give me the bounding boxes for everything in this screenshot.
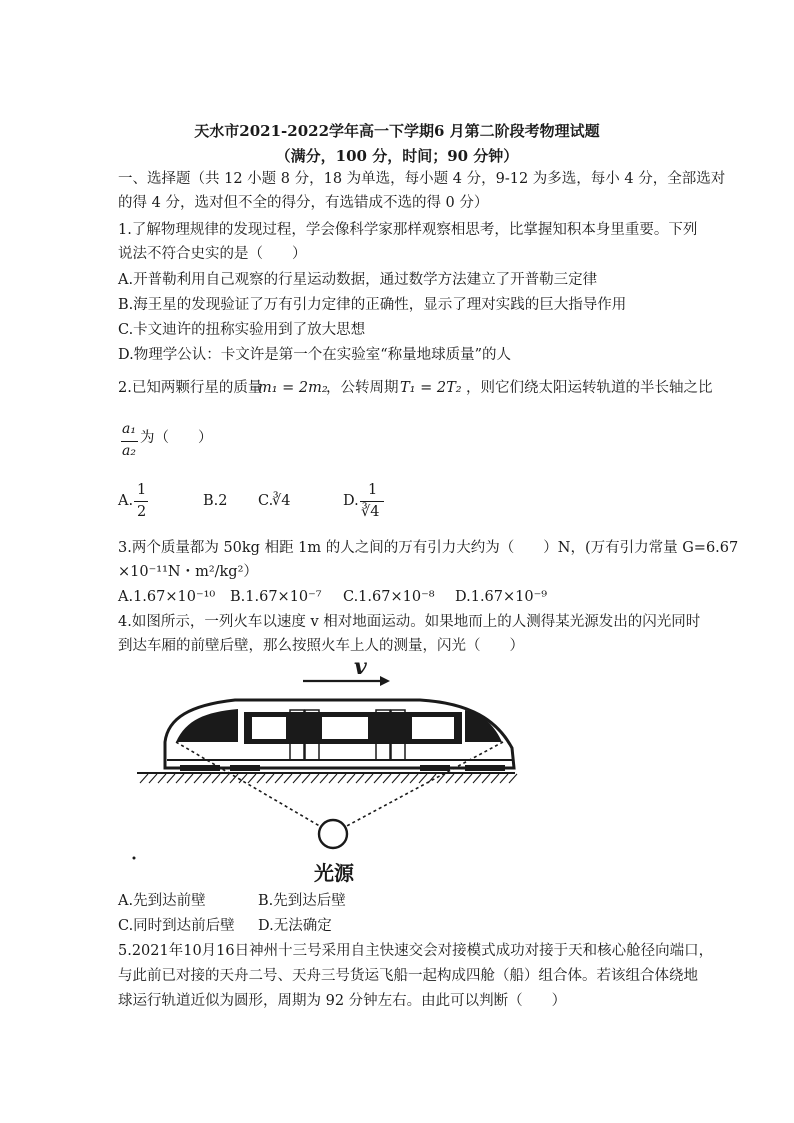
q1-option-d: D.物理学公认：卡文许是第一个在实验室“称量地球质量”的人 [118,347,512,363]
q1-option-c: C.卡文迪许的扭称实验用到了放大思想 [118,322,366,338]
q2-ratio-suffix: 为（ ） [140,430,213,446]
velocity-symbol: v [354,654,367,680]
q1-option-a: A.开普勒利用自己观察的行星运动数据，通过数学方法建立了开普勒三定律 [118,272,598,288]
scan-speck [133,857,136,860]
exam-title: 天水市2021-2022学年高一下学期6 月第二阶段考物理试题 [194,122,600,140]
section-instructions-line2: 的得 4 分，选对但不全的得分，有选错成不选的得 0 分） [118,195,489,211]
q4-option-c: C.同时到达前后壁 [118,918,235,934]
q4-option-b: B.先到达后壁 [258,893,346,909]
q3-option-b: B.1.67×10⁻⁷ [230,589,322,605]
q2-option-a-numerator: 1 [137,482,147,498]
q4-stem-line1: 4.如图所示，一列火车以速度 v 相对地面运动。如果地而上的人测得某光源发出的闪光同时 [118,614,701,630]
q2-stem-part3: ，则它们绕太阳运转轨道的半长轴之比 [466,380,713,396]
q1-option-b: B.海王星的发现验证了万有引力定律的正确性，显示了理对实践的巨大指导作用 [118,297,627,313]
q2-option-d-label: D. [343,493,359,509]
q5-stem-line2: 与此前已对接的天舟二号、天舟三号货运飞船一起构成四舱（船）组合体。若该组合体绕地 [118,968,698,984]
exam-subtitle: （满分，100 分，时间；90 分钟） [275,147,519,165]
q2-stem-part1: 2.已知两颗行星的质量 [118,380,263,396]
q2-option-d-denominator: ∛4 [361,504,380,520]
q3-stem-line2: ×10⁻¹¹N・m²/kg²） [118,564,258,580]
light-source-label: 光源 [314,861,354,885]
q3-option-a: A.1.67×10⁻¹⁰ [118,589,216,605]
q2-ratio-denominator: a₂ [122,443,136,459]
train-window-panels [252,717,454,739]
section-instructions-line1: 一、选择题（共 12 小题 8 分，18 为单选，每小题 4 分，9-12 为多选，每小 4 分，全部选对 [118,171,726,187]
q3-option-d: D.1.67×10⁻⁹ [455,589,548,605]
q2-option-c-label: C. [258,493,274,509]
q2-option-d-numerator: 1 [368,482,378,498]
q2-option-a-denominator: 2 [137,504,147,520]
light-source-icon [319,820,347,848]
q3-stem-line1: 3.两个质量都为 50kg 相距 1m 的人之间的万有引力大约为（ ）N，(万有引力常量 G=6.67 [118,540,739,556]
q1-stem-line1: 1.了解物理规律的发现过程，学会像科学家那样观察相思考，比掌握知积本身里重要。下列 [118,222,698,238]
q2-mass-equation: m₁ = 2m₂ [258,380,328,396]
q5-stem-line1: 5.2021年10月16日神州十三号采用自主快速交会对接模式成功对接于天和核心舱径向端口， [118,943,714,959]
q5-stem-line3: 球运行轨道近似为圆形，周期为 92 分钟左右。由此可以判断（ ） [118,993,567,1009]
q2-option-c-value: ∛4 [272,493,291,509]
q1-stem-line2: 说法不符合史实的是（ ） [118,246,307,262]
q4-stem-line2: 到达车厢的前壁后壁，那么按照火车上人的测量，闪光（ ） [118,638,524,654]
q2-period-equation: T₁ = 2T₂ [400,380,462,396]
q2-option-b: B.2 [203,493,228,509]
ground-hatching [137,773,517,783]
q4-option-d: D.无法确定 [258,918,332,934]
q3-option-c: C.1.67×10⁻⁸ [343,589,435,605]
q2-stem-part2: ，公转周期 [326,380,399,396]
q2-option-a-label: A. [118,493,134,509]
velocity-arrowhead-icon [380,676,390,686]
q2-ratio-numerator: a₁ [122,421,136,437]
q4-option-a: A.先到达前壁 [118,893,206,909]
